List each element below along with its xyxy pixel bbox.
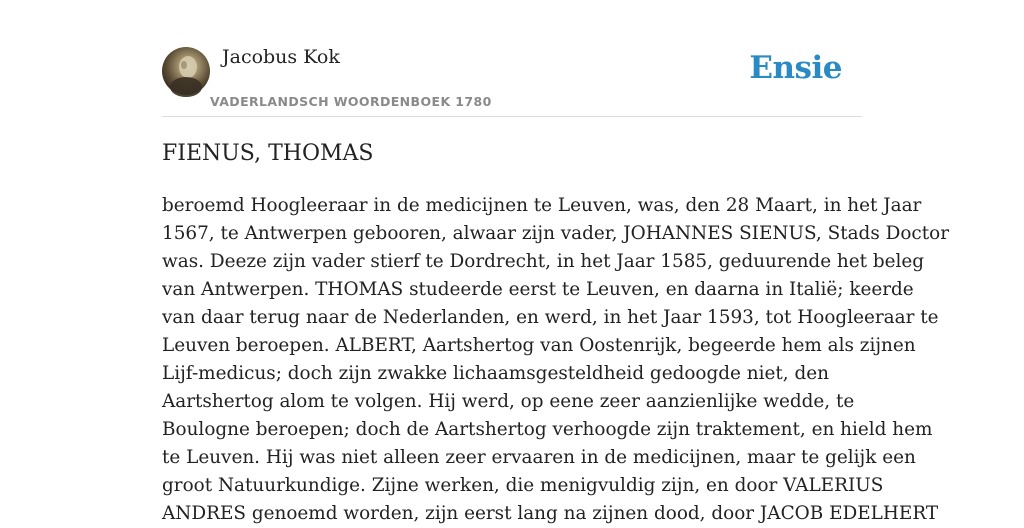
entry-line: van Antwerpen. THOMAS studeerde eerst te Leuven, en daarna in Italië; keerde	[162, 279, 914, 300]
portrait-icon	[162, 47, 210, 95]
entry-line: Boulogne beroepen; doch de Aartshertog verhoogde zijn traktement, en hield hem	[162, 419, 933, 440]
entry-line: te Leuven. Hij was niet alleen zeer ervaaren in de medicijnen, maar te gelijk een	[162, 447, 916, 468]
entry-line: beroemd Hoogleeraar in de medicijnen te Leuven, was, den 28 Maart, in het Jaar	[162, 195, 922, 216]
source-title[interactable]: VADERLANDSCH WOORDENBOEK 1780	[210, 94, 492, 109]
brand-logo[interactable]: Ensie	[749, 50, 842, 86]
author-name[interactable]: Jacobus Kok	[222, 46, 340, 68]
entry-line: groot Natuurkundige. Zijne werken, die menigvuldig zijn, en door VALERIUS	[162, 475, 884, 496]
entry-line: Aartshertog alom te volgen. Hij werd, op eene zeer aanzienlijke wedde, te	[162, 391, 855, 412]
author-avatar[interactable]	[162, 47, 210, 95]
entry-title: FIENUS, THOMAS	[162, 141, 374, 166]
entry-body	[162, 192, 949, 528]
entry-line: ANDRES genoemd worden, zijn eerst lang na zijnen dood, door JACOB EDELHERT	[162, 503, 939, 524]
header	[162, 40, 862, 117]
entry-line: 1567, te Antwerpen gebooren, alwaar zijn vader, JOHANNES SIENUS, Stads Doctor	[162, 223, 949, 244]
entry-line: Leuven beroepen. ALBERT, Aartshertog van Oostenrijk, begeerde hem als zijnen	[162, 335, 916, 356]
entry-line: was. Deeze zijn vader stierf te Dordrecht, in het Jaar 1585, geduurende het beleg	[162, 251, 925, 272]
entry-line: Lijf-medicus; doch zijn zwakke lichaamsgesteldheid gedoogde niet, den	[162, 363, 829, 384]
entry-line: van daar terug naar de Nederlanden, en werd, in het Jaar 1593, tot Hoogleeraar te	[162, 307, 939, 328]
